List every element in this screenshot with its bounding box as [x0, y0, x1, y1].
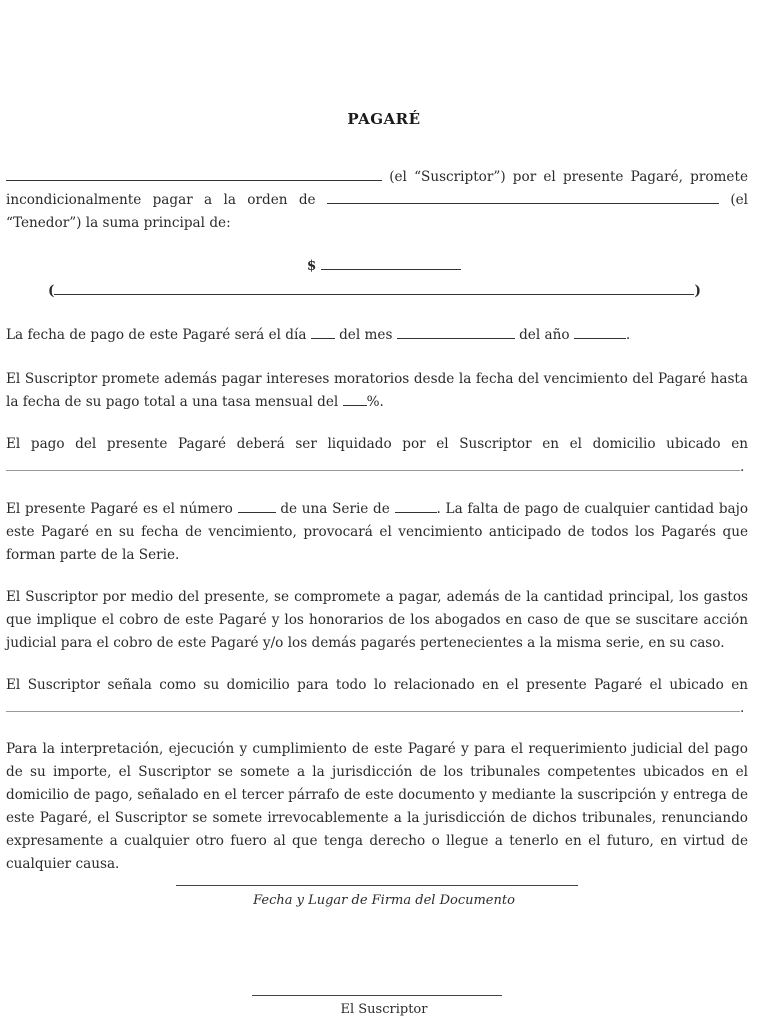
amount-words-row: [48, 280, 712, 303]
paragraph-parties: [6, 166, 748, 235]
payment-place-line-row: [6, 456, 748, 479]
payment-date-text-c: del año: [519, 327, 570, 343]
series-total-blank[interactable]: [395, 499, 437, 513]
paragraph-interest: [6, 368, 748, 414]
paragraph-series: [6, 498, 748, 567]
paragraph-expenses: El Suscriptor por medio del presente, se compromete a pagar, además de la cantidad principal, los gastos que implique el cobro de este Pagaré y los honorarios de los abogados en caso de que se suscitare acción judicial para el cobro de este Pagaré y/o los demás pagarés pertenecientes a la misma serie, en su caso.: [6, 589, 748, 651]
note-number-blank[interactable]: [238, 499, 276, 513]
domicile-text: El Suscriptor señala como su domicilio para todo lo relacionado en el presente Pagaré el ubicado en: [6, 677, 748, 693]
payment-date-text-b: del mes: [339, 327, 393, 343]
day-blank[interactable]: [311, 325, 335, 339]
domicile-end: .: [740, 700, 745, 716]
date-place-signature-line[interactable]: [176, 885, 578, 886]
paragraph-parties-text-a: (el “Suscriptor”) por el presente Pagaré, promete incondicionalmente pagar a la orden de: [6, 169, 748, 208]
year-blank[interactable]: [574, 325, 626, 339]
paragraph-parties-text-b: (el “Tenedor”) la suma principal de:: [6, 192, 749, 231]
subscriber-name-blank[interactable]: [6, 167, 382, 181]
payment-date-end: .: [625, 327, 631, 343]
currency-symbol: $: [306, 258, 317, 274]
payment-date-text-a: La fecha de pago de este Pagaré será el día: [6, 327, 307, 343]
interest-rate-blank[interactable]: [343, 392, 367, 406]
series-text-c: . La falta de pago de cualquier cantidad bajo este Pagaré en su fecha de vencimiento, provocará el vencimiento anticipado de todos los Pagarés que forman parte de la Serie.: [6, 501, 749, 563]
series-text-a: El presente Pagaré es el número: [6, 501, 233, 517]
payment-address-blank[interactable]: [6, 457, 740, 471]
interest-percent: %.: [366, 394, 384, 410]
paragraph-payment-date: [6, 324, 748, 347]
amount-row: [0, 256, 768, 274]
page-title: PAGARÉ: [347, 110, 421, 128]
amount-number-blank[interactable]: [321, 256, 461, 270]
date-place-label: Fecha y Lugar de Firma del Documento: [253, 893, 515, 908]
payment-place-text: El pago del presente Pagaré deberá ser liquidado por el Suscriptor en el domicilio ubicado en: [6, 436, 748, 452]
subscriber-signature-line[interactable]: [252, 995, 502, 996]
amount-words-blank[interactable]: [54, 281, 694, 295]
paragraph-jurisdiction: Para la interpretación, ejecución y cumplimiento de este Pagaré y para el requerimiento judicial del pago de su importe, el Suscriptor se somete a la jurisdicción de los tribunales competentes ubicados en el domicilio de pago, señalado en el tercer párrafo de este documento y mediante la suscripción y entrega de este Pagaré, el Suscriptor se somete irrevocablemente a la jurisdicción de dichos tribunales, renunciando expresamente a cualquier otro fuero al que tenga derecho o llegue a tenerlo en el futuro, en virtud de cualquier causa.: [6, 741, 748, 872]
paragraph-domicile: [6, 674, 748, 697]
paragraph-payment-place: [6, 433, 748, 456]
month-blank[interactable]: [397, 325, 515, 339]
subscriber-label: El Suscriptor: [340, 1002, 428, 1017]
open-paren: (: [48, 283, 55, 299]
payment-place-end: .: [740, 459, 745, 475]
series-text-b: de una Serie de: [280, 501, 390, 517]
domicile-line-row: [6, 697, 748, 720]
holder-name-blank[interactable]: [327, 190, 719, 204]
close-paren: ): [694, 283, 701, 299]
domicile-address-blank[interactable]: [6, 698, 740, 712]
interest-text: El Suscriptor promete además pagar intereses moratorios desde la fecha del vencimiento del Pagaré hasta la fecha de su pago total a una tasa mensual del: [6, 371, 748, 410]
